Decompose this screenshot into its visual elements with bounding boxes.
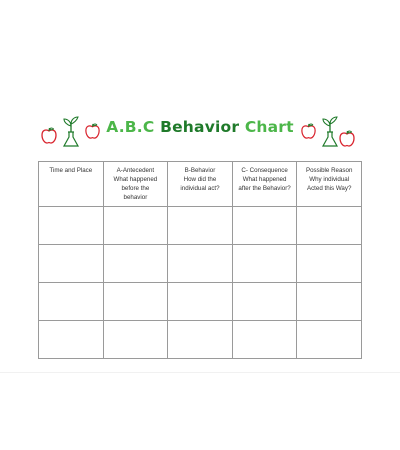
table-cell: [168, 207, 233, 245]
header-line: after the Behavior?: [238, 185, 291, 192]
table-cell: [232, 283, 297, 321]
title-chart: Chart: [244, 118, 294, 136]
header-line: A-Antecedent: [116, 167, 155, 174]
table-cell: [297, 283, 362, 321]
table-cell: [232, 245, 297, 283]
table-cell: [103, 321, 168, 359]
column-header-possible-reason: [297, 162, 362, 207]
table-cell: [39, 207, 104, 245]
table-row: [39, 245, 362, 283]
table-cell: [103, 245, 168, 283]
column-header-behavior: [168, 162, 233, 207]
header-line: before the: [121, 185, 150, 192]
title-behavior: Behavior: [160, 118, 240, 136]
header-line: Why individual: [309, 176, 350, 183]
table-cell: [39, 321, 104, 359]
title-abc: A.B.C: [106, 118, 155, 136]
chart-header: [0, 114, 400, 154]
header-line: B-Behavior: [184, 167, 216, 174]
apple-icon: [338, 130, 356, 148]
table-cell: [297, 245, 362, 283]
table-cell: [168, 245, 233, 283]
table-cell: [168, 321, 233, 359]
table-cell: [168, 283, 233, 321]
header-line: individual act?: [180, 185, 220, 192]
column-header-antecedent: [103, 162, 168, 207]
column-header-time-place: [39, 162, 104, 207]
table-cell: [297, 321, 362, 359]
header-line: C- Consequence: [241, 167, 288, 174]
table-cell: [103, 207, 168, 245]
table-header-row: [39, 162, 362, 207]
table-row: [39, 283, 362, 321]
page-divider: [0, 372, 400, 373]
abc-behavior-table: [38, 161, 362, 359]
apple-icon: [300, 123, 317, 140]
table-cell: [39, 283, 104, 321]
table-cell: [232, 207, 297, 245]
header-line: How did the: [183, 176, 217, 183]
table-cell: [39, 245, 104, 283]
header-line: Acted this Way?: [306, 185, 352, 192]
table-row: [39, 321, 362, 359]
header-line: What happened: [113, 176, 158, 183]
header-line: Possible Reason: [305, 167, 353, 174]
header-line: Time and Place: [49, 167, 93, 174]
table-cell: [232, 321, 297, 359]
table-cell: [297, 207, 362, 245]
seedling-beaker-icon: [320, 116, 340, 148]
header-line: behavior: [123, 194, 148, 201]
table-row: [39, 207, 362, 245]
header-line: What happened: [242, 176, 287, 183]
column-header-consequence: [232, 162, 297, 207]
table-cell: [103, 283, 168, 321]
